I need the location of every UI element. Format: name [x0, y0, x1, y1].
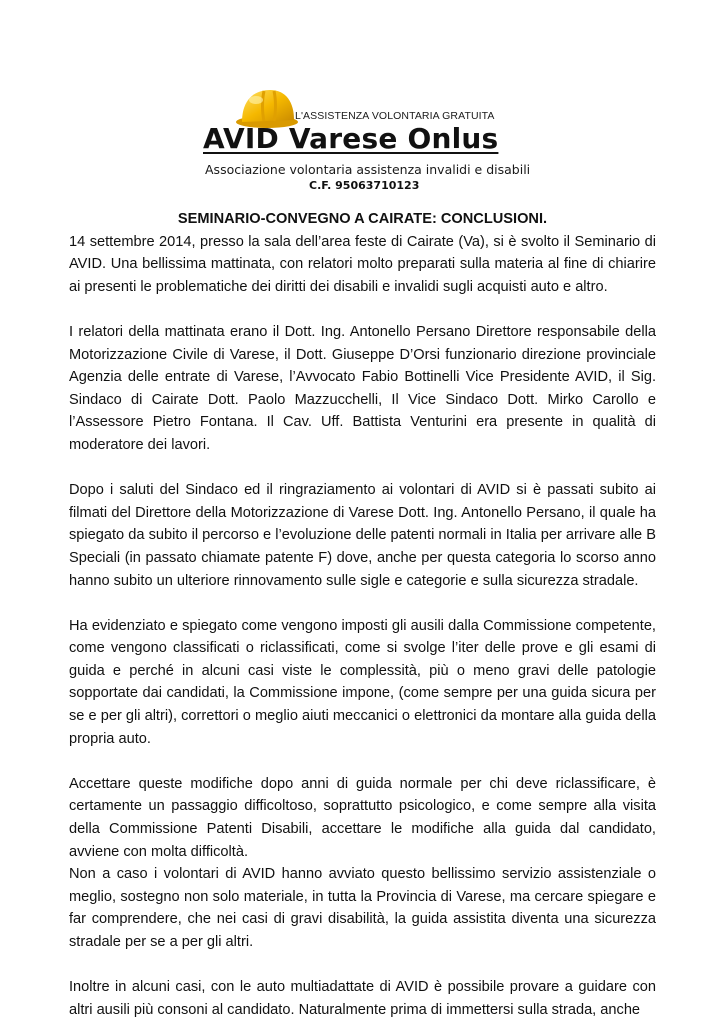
fiscal-code: C.F. 95063710123 — [309, 179, 420, 192]
paragraph-spacer — [69, 750, 656, 773]
paragraph: Ha evidenziato e spiegato come vengono imposti gli ausili dalla Commissione competente, come vengono classificati o riclassificati, come si svolge l’iter delle prove e gli esami di guida e perché in alcuni casi viste le complessità, più o meno gravi delle patologie sopportate dai candidati, la Commissione impone, (come sempre per una guida sicura per se e per gli altri), correttori o meglio aiuti meccanici o elettronici da montare alla guida della propria auto. — [69, 617, 656, 747]
paragraph: I relatori della mattinata erano il Dott. Ing. Antonello Persano Direttore responsabile della Motorizzazione Civile di Varese, il Dott. Giuseppe D’Orsi funzionario direzione provinciale Agenzia delle entrate di Varese, l’Avvocato Fabio Bottinelli Vice Presidente AVID, il Sig. Sindaco di Cairate Dott. Paolo Mazzucchelli, Il Vice Sindaco Dott. Mirko Carollo e l’Assessore Pietro Fontana. Il Cav. Uff. Battista Venturini era presente in qualità di moderatore dei lavori. — [69, 323, 656, 453]
org-name: AVID Varese Onlus — [203, 122, 499, 155]
paragraph-spacer — [69, 592, 656, 615]
paragraph: Inoltre in alcuni casi, con le auto multiadattate di AVID è possibile provare a guidare con altri ausili più consoni al candidato. Naturalmente prima di immettersi sulla strada, anche — [69, 979, 656, 1018]
document-body — [69, 208, 656, 1021]
org-tagline: L'ASSISTENZA VOLONTARIA GRATUITA — [295, 110, 495, 122]
paragraph: Non a caso i volontari di AVID hanno avviato questo bellissimo servizio assistenziale o meglio, sostegno non solo materiale, in tutta la Provincia di Varese, ma cercare spiegare e far comprendere, che nei casi di gravi disabilità, la guida assistita diventa una sicurezza stradale per se a per gli altri. — [69, 866, 656, 950]
paragraph-spacer — [69, 298, 656, 321]
document-title: SEMINARIO-CONVEGNO A CAIRATE: CONCLUSIONI. — [177, 211, 548, 227]
org-subtitle: Associazione volontaria assistenza invalidi e disabili — [205, 162, 531, 177]
paragraph-spacer — [69, 954, 656, 977]
paragraph: 14 settembre 2014, presso la sala dell’area feste di Cairate (Va), si è svolto il Seminario di AVID. Una bellissima mattinata, con relatori molto preparati sulla materia al fine di chiarire ai presenti le problematiche dei diritti dei disabili e invalidi sugli acquisti auto e altro. — [69, 233, 656, 295]
paragraph: Accettare queste modifiche dopo anni di guida normale per chi deve riclassificare, è certamente un passaggio difficoltoso, soprattutto psicologico, e come sempre alla visita della Commissione Patenti Disabili, accettare le modifiche alla guida dal candidato, avviene con molta difficoltà. — [69, 775, 656, 860]
paragraph: Dopo i saluti del Sindaco ed il ringraziamento ai volontari di AVID si è passati subito ai filmati del Direttore della Motorizzazione di Varese Dott. Ing. Antonello Persano, il quale ha spiegato da subito il percorso e l’evoluzione delle patenti normali in Italia per arrivare alle B Speciali (in passato chiamate patente F) dove, anche per questa categoria lo scorso anno hanno subito un ulteriore rinnovamento sulle sigle e categorie e sulla sicurezza stradale. — [69, 482, 656, 589]
paragraph-spacer — [69, 457, 656, 480]
letterhead — [0, 78, 725, 196]
